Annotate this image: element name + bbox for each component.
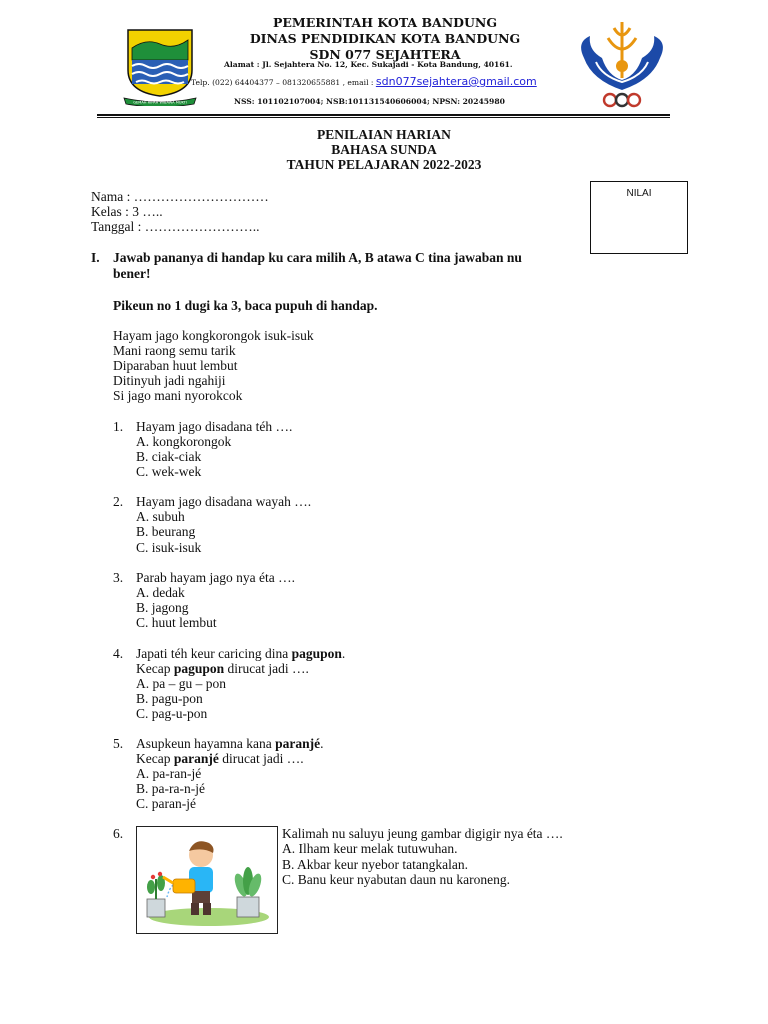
option-b[interactable]: B. pagu-pon	[136, 691, 203, 706]
option-a[interactable]: A. subuh	[136, 509, 185, 524]
option-a[interactable]: A. pa – gu – pon	[136, 676, 226, 691]
bandung-city-logo	[122, 24, 198, 106]
question-4-prompt-post: dirucat jadi ….	[224, 661, 309, 676]
question-4-keyword: pagupon	[291, 646, 342, 661]
question-4-prompt-keyword: pagupon	[173, 661, 225, 676]
option-b[interactable]: B. jagong	[136, 600, 189, 615]
option-a[interactable]: A. kongkorongok	[136, 434, 232, 449]
header-department: DINAS PENDIDIKAN KOTA BANDUNG	[249, 31, 521, 46]
question-6-text: Kalimah nu saluyu jeung gambar digigir nya éta ….	[282, 826, 563, 841]
option-c[interactable]: C. huut lembut	[136, 615, 217, 630]
question-4-prompt-pre: Kecap	[136, 661, 174, 676]
boy-watering-plants-illustration	[136, 826, 278, 934]
header-phone: Telp. (022) 64404377 – 081320655881 , email :	[191, 78, 376, 87]
header-address: Alamat : Jl. Sejahtera No. 12, Kec. Sukajadi - Kota Bandung, 40161.	[224, 60, 513, 69]
option-c[interactable]: C. wek-wek	[136, 464, 202, 479]
option-b[interactable]: B. ciak-ciak	[136, 449, 202, 464]
option-c[interactable]: C. paran-jé	[136, 796, 196, 811]
instruction-line-2: bener!	[113, 266, 151, 281]
section-numeral: I.	[91, 250, 100, 265]
poem-line: Diparaban huut lembut	[113, 358, 238, 373]
score-label: NILAI	[626, 188, 652, 199]
score-box[interactable]	[590, 181, 688, 254]
poem-intro: Pikeun no 1 dugi ka 3, baca pupuh di handap.	[113, 298, 378, 313]
question-5-keyword: paranjé	[275, 736, 321, 751]
question-5-prompt	[136, 751, 304, 766]
poem-line: Mani raong semu tarik	[113, 343, 236, 358]
question-3-text: Parab hayam jago nya éta ….	[136, 570, 295, 585]
poem-line: Ditinyuh jadi ngahiji	[113, 373, 226, 388]
header-contact	[191, 75, 537, 88]
header-email-link[interactable]: sdn077sejahtera@gmail.com	[375, 75, 537, 88]
option-c[interactable]: C. pag-u-pon	[136, 706, 208, 721]
option-b[interactable]: B. beurang	[136, 524, 196, 539]
question-4-text-post: .	[341, 646, 346, 661]
question-5-prompt-keyword: paranjé	[173, 751, 219, 766]
header-registration-ids: NSS: 101102107004; NSB:101131540606004; NPSN: 20245980	[234, 97, 505, 106]
assessment-title: PENILAIAN HARIAN	[317, 127, 451, 142]
name-field[interactable]: Nama : …………………………	[91, 189, 269, 204]
question-1-number: 1.	[113, 419, 124, 434]
question-3-number: 3.	[113, 570, 124, 585]
logo-motto: GEMAH RIPAH WIBAWA MUKTI	[133, 100, 187, 105]
date-field[interactable]: Tanggal : ……………………..	[91, 219, 260, 234]
question-4-text-pre: Japati téh keur caricing dina	[136, 646, 292, 661]
header-government: PEMERINTAH KOTA BANDUNG	[272, 15, 498, 30]
class-field[interactable]: Kelas : 3 …..	[91, 204, 163, 219]
illustration-graphic	[137, 827, 277, 933]
subject-title: BAHASA SUNDA	[331, 142, 437, 157]
option-c[interactable]: C. isuk-isuk	[136, 540, 202, 555]
option-b[interactable]: B. pa-ra-n-jé	[136, 781, 205, 796]
question-4-prompt	[136, 661, 309, 676]
tut-wuri-handayani-logo	[574, 18, 670, 110]
letterhead-divider	[97, 114, 670, 118]
question-2-number: 2.	[113, 494, 124, 509]
question-5-prompt-pre: Kecap	[136, 751, 174, 766]
option-a[interactable]: A. dedak	[136, 585, 185, 600]
option-a[interactable]: A. Ilham keur melak tutuwuhan.	[282, 841, 458, 856]
header-school-name: SDN 077 SEJAHTERA	[309, 47, 461, 62]
poem-line: Hayam jago kongkorongok isuk-isuk	[113, 328, 314, 343]
instruction-line-1: Jawab pananya di handap ku cara milih A, B atawa C tina jawaban nu	[113, 250, 522, 265]
question-5-number: 5.	[113, 736, 124, 751]
question-5-text-pre: Asupkeun hayamna kana	[136, 736, 276, 751]
academic-year: TAHUN PELAJARAN 2022-2023	[286, 157, 482, 172]
question-6-number: 6.	[113, 826, 124, 841]
option-a[interactable]: A. pa-ran-jé	[136, 766, 202, 781]
option-c[interactable]: C. Banu keur nyabutan daun nu karoneng.	[282, 872, 510, 887]
question-5-text	[136, 736, 323, 751]
question-5-prompt-post: dirucat jadi ….	[218, 751, 304, 766]
question-4-number: 4.	[113, 646, 124, 661]
question-2-text: Hayam jago disadana wayah ….	[136, 494, 312, 509]
poem-line: Si jago mani nyorokcok	[113, 388, 243, 403]
question-5-text-post: .	[320, 736, 324, 751]
question-1-text: Hayam jago disadana téh ….	[136, 419, 293, 434]
question-4-text	[136, 646, 345, 661]
option-b[interactable]: B. Akbar keur nyebor tatangkalan.	[282, 857, 468, 872]
